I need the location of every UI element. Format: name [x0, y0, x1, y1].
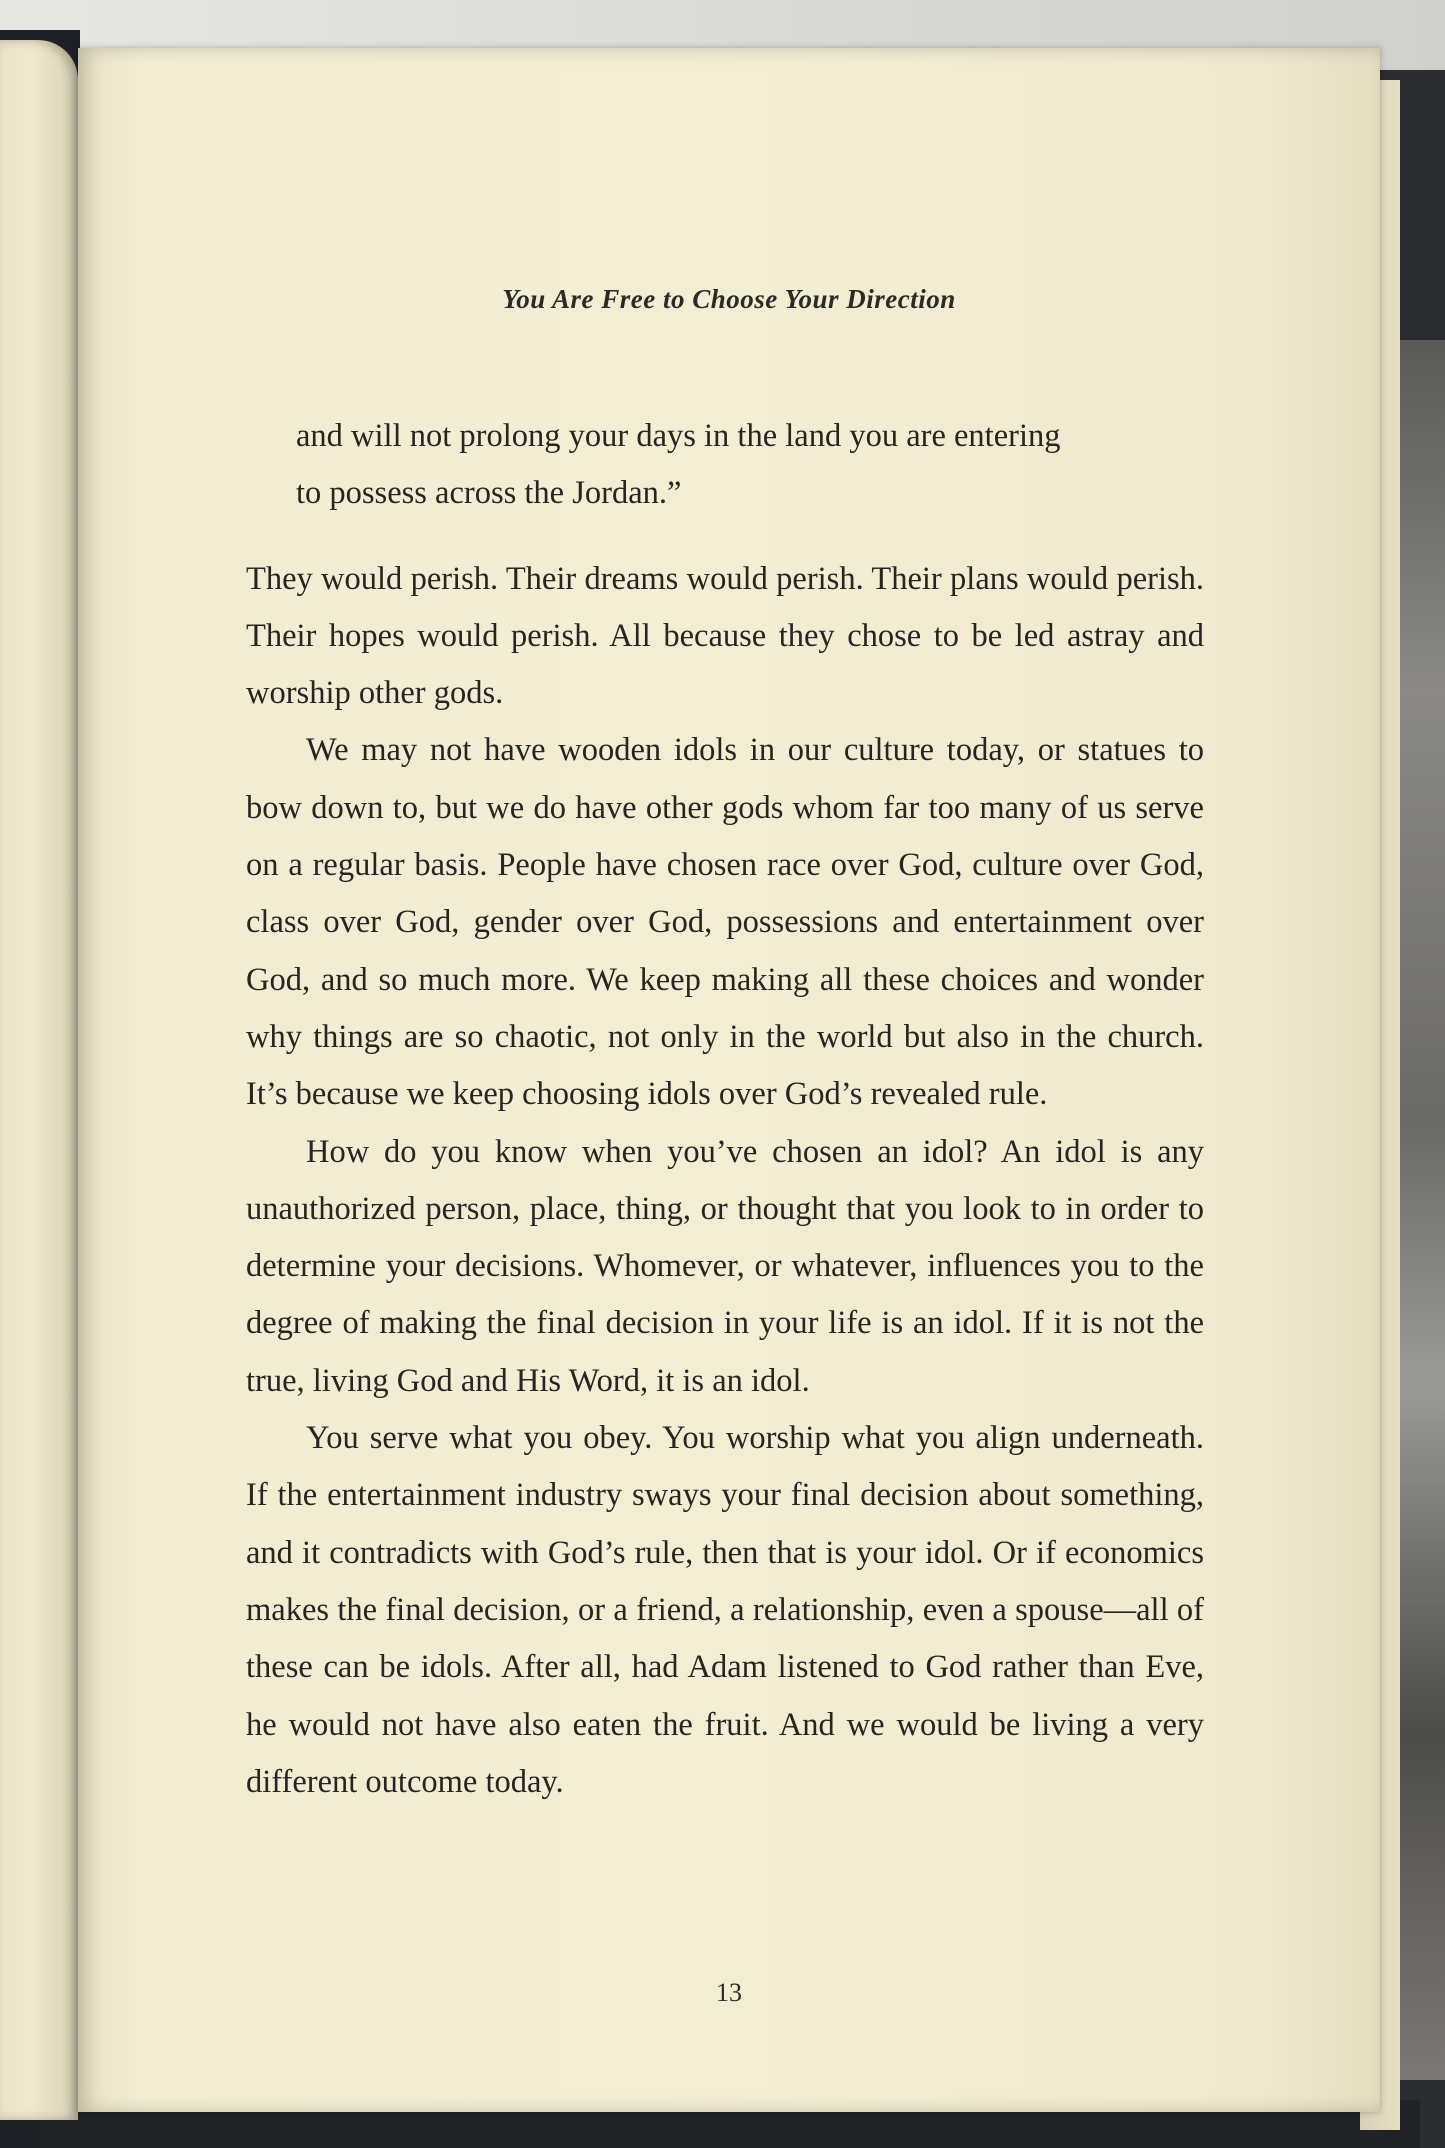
page-number: 13 [716, 1978, 742, 2007]
paragraph: We may not have wooden idols in our culture today, or statues to bow down to, but we do have other gods whom far too many of us serve on a regular basis. People have chosen race over God, culture over God, class over God, gender over God, possessions and entertainment over God, and so much more. We keep making all these choices and wonder why things are so chaotic, not only in the world but also in the church. It’s because we keep choosing idols over God’s revealed rule. [246, 732, 1204, 1113]
running-head: You Are Free to Choose Your Direction [502, 284, 956, 314]
quote-line: to possess across the Jordan.” [296, 475, 682, 512]
paragraph: They would perish. Their dreams would perish. Their plans would perish. Their hopes would perish. All because they chose to be led astray and worship other gods. [246, 560, 1204, 712]
paragraph: You serve what you obey. You worship what you align underneath. If the entertainment industry sways your final decision about something, and it contradicts with God’s rule, then that is your idol. Or if economics makes the final decision, or a friend, a relationship, even a spouse—all of these can be idols. After all, had Adam listened to God rather than Eve, he would not have also eaten the fruit. And we would be living a very different outcome today. [246, 1420, 1204, 1800]
quote-line: and will not prolong your days in the land you are entering [296, 418, 1061, 454]
paragraph: How do you know when you’ve chosen an idol? An idol is any unauthorized person, place, thing, or thought that you look to in order to determine your decisions. Whomever, or whatever, influences you to the degree of making the final decision in your life is an idol. If it is not the true, living God and His Word, it is an idol. [246, 1133, 1204, 1399]
previous-page-edge [0, 40, 78, 2120]
background-photo-strip [1400, 340, 1445, 2080]
body-text [246, 408, 1204, 1811]
book-page [78, 48, 1380, 2112]
